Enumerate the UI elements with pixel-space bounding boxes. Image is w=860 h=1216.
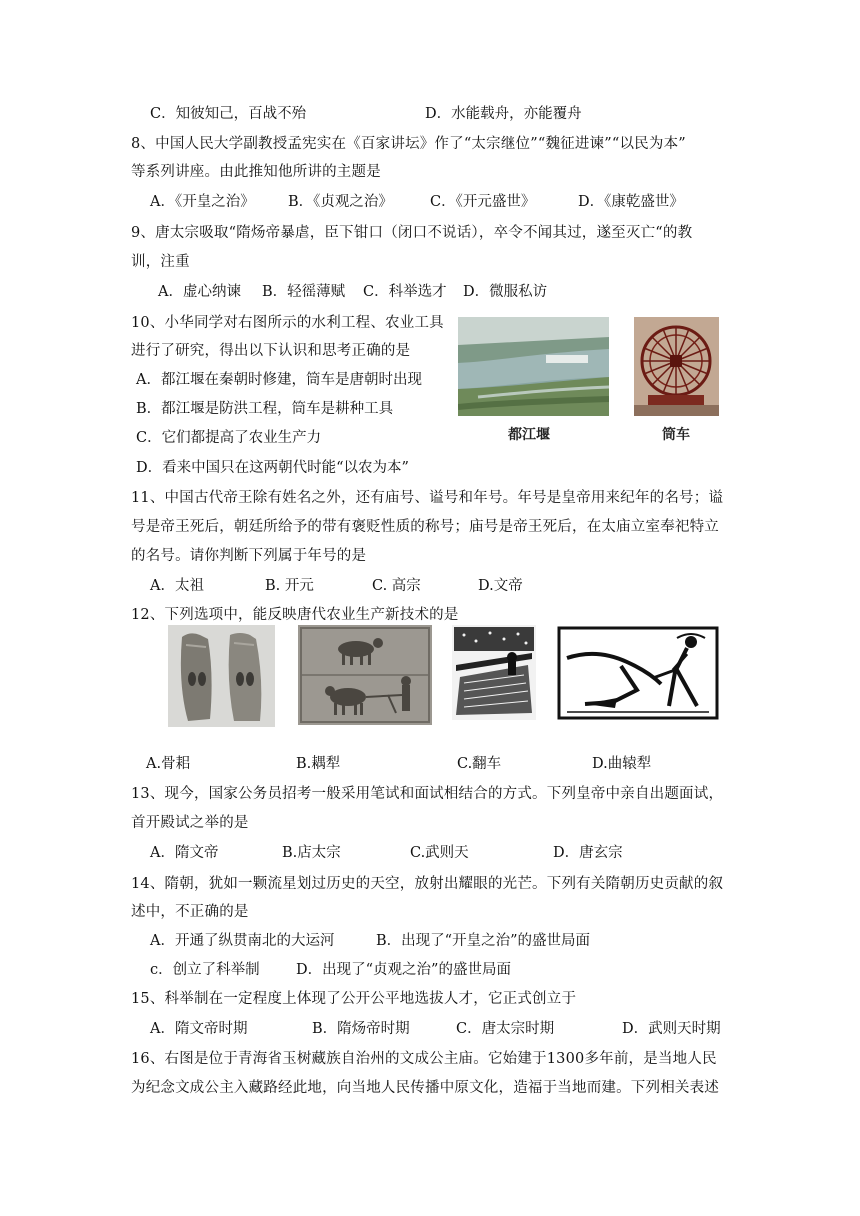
- q14-question-line2: 述中，不正确的是: [131, 904, 249, 920]
- q10-option-b: B．都江堰是防洪工程，筒车是耕种工具: [136, 401, 394, 417]
- q14-option-a: A．开通了纵贯南北的大运河: [150, 933, 335, 949]
- q15-option-d: D．武则天时期: [622, 1021, 721, 1037]
- q11-question-line3: 的名号。请你判断下列属于年号的是: [131, 548, 367, 564]
- q13-option-c: C.武则天: [410, 845, 469, 861]
- q15-option-a: A．隋文帝时期: [150, 1021, 248, 1037]
- q16-question-line2: 为纪念文成公主入藏路经此地，向当地人民传播中原文化，造福于当地而建。下列相关表述: [131, 1080, 719, 1096]
- ox-plow-carving: [298, 625, 432, 725]
- curved-shaft-plow-drawing: [557, 626, 719, 720]
- q10-question-line2: 进行了研究，得出以下认识和思考正确的是: [131, 343, 411, 359]
- q11-option-a: A．太祖: [150, 578, 204, 594]
- q15-question-line1: 15、科举制在一定程度上体现了公开公平地选拔人才，它正式创立于: [131, 991, 577, 1007]
- q9-option-b: B．轻徭薄赋: [262, 284, 346, 300]
- q13-question-line2: 首开殿试之举的是: [131, 815, 249, 831]
- tongche-photo: [634, 317, 719, 416]
- q13-option-a: A．隋文帝: [150, 845, 219, 861]
- q8-option-d: D．《康乾盛世》: [578, 194, 684, 210]
- q10-option-a: A．都江堰在秦朝时修建，筒车是唐朝时出现: [136, 372, 422, 388]
- q12-question-line1: 12、下列选项中，能反映唐代农业生产新技术的是: [131, 607, 459, 623]
- q11-option-b: B. 开元: [265, 578, 314, 594]
- q9-option-a: A．虚心纳谏: [158, 284, 241, 300]
- q11-option-d: D.文帝: [478, 578, 523, 594]
- q15-option-c: C．唐太宗时期: [456, 1021, 555, 1037]
- q12-option-c: C.翻车: [457, 756, 502, 772]
- q14-option-b: B．出现了“开皇之治”的盛世局面: [376, 933, 590, 949]
- q9-question-line2: 训，注重: [131, 254, 190, 270]
- q13-option-d: D．唐玄宗: [553, 845, 623, 861]
- q9-option-d: D．微服私访: [463, 284, 548, 300]
- q13-question-line1: 13、现今，国家公务员招考一般采用笔试和面试相结合的方式。下列皇帝中亲自出题面试，: [131, 786, 724, 802]
- q14-question-line1: 14、隋朝，犹如一颗流星划过历史的天空，放射出耀眼的光芒。下列有关隋朝历史贡献的叙: [131, 876, 724, 892]
- q10-option-c: C．它们都提高了农业生产力: [136, 430, 322, 446]
- q8-option-a: A．《开皇之治》: [150, 194, 255, 210]
- q10-option-d: D．看来中国只在这两朝代时能“以农为本”: [136, 460, 409, 476]
- q8-question-line1: 8、中国人民大学副教授孟宪实在《百家讲坛》作了“太宗继位”“魏征进谏”“以民为本”: [131, 136, 686, 152]
- q15-option-b: B．隋炀帝时期: [312, 1021, 410, 1037]
- q13-option-b: B.店太宗: [282, 845, 341, 861]
- q14-option-c: c．创立了科举制: [150, 962, 260, 978]
- dujiangyan-photo: [458, 317, 609, 416]
- q7-option-d: D．水能载舟，亦能覆舟: [425, 106, 582, 122]
- q8-question-line2: 等系列讲座。由此推知他所讲的主题是: [131, 164, 381, 180]
- q12-option-a: A.骨耜: [146, 756, 191, 772]
- q16-question-line1: 16、右图是位于青海省玉树藏族自治州的文成公主庙。它始建于1300多年前，是当地人民: [131, 1051, 717, 1067]
- q12-option-b: B.耦犁: [296, 756, 341, 772]
- q14-option-d: D．出现了“贞观之治”的盛世局面: [296, 962, 511, 978]
- q11-question-line2: 号是帝王死后，朝廷所给予的带有褒贬性质的称号；庙号是帝王死后，在太庙立室奉祀特立: [131, 519, 719, 535]
- q10-question-line1: 10、小华同学对右图所示的水利工程、农业工具: [131, 315, 444, 331]
- q11-option-c: C. 高宗: [372, 578, 421, 594]
- dujiangyan-caption: 都江堰: [508, 427, 550, 443]
- q11-question-line1: 11、中国古代帝王除有姓名之外，还有庙号、谥号和年号。年号是皇帝用来纪年的名号；谥: [131, 490, 724, 506]
- square-pallet-chain-pump-woodcut: [452, 625, 536, 720]
- bone-spade-photo: [168, 625, 275, 727]
- q8-option-c: C．《开元盛世》: [430, 194, 536, 210]
- q9-question-line1: 9、唐太宗吸取“隋炀帝暴虐，臣下钳口（闭口不说话），卒令不闻其过，遂至灭亡“的教: [131, 225, 693, 241]
- tongche-caption: 筒车: [662, 427, 690, 443]
- q9-option-c: C．科举选才: [363, 284, 447, 300]
- q8-option-b: B．《贞观之治》: [288, 194, 393, 210]
- q7-option-c: C．知彼知己，百战不殆: [150, 106, 307, 122]
- q12-option-d: D.曲辕犁: [592, 756, 652, 772]
